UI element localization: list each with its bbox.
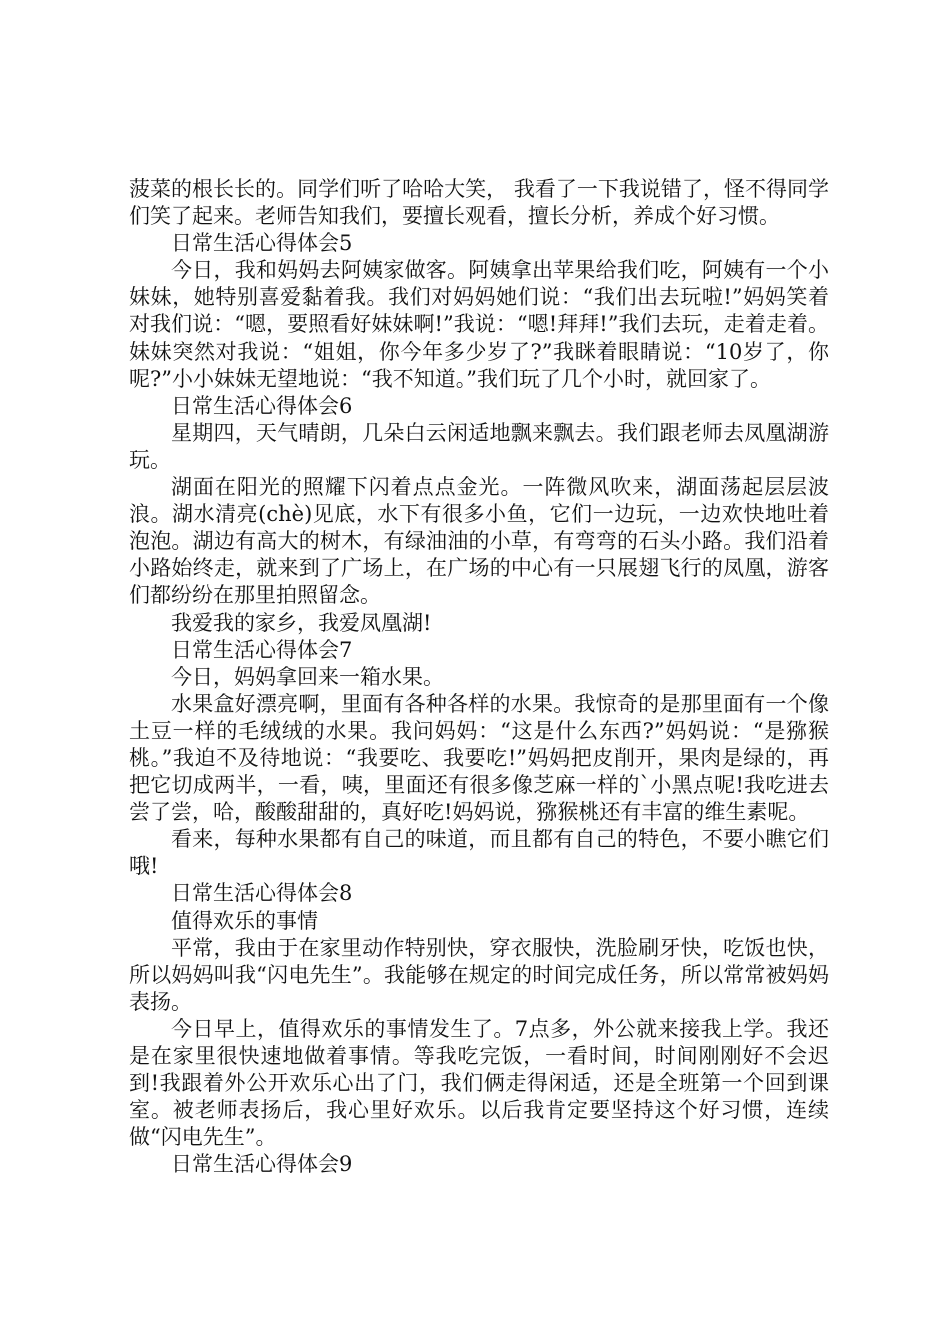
paragraph: 看来，每种水果都有自己的味道，而且都有自己的特色，不要小瞧它们哦! [129,827,829,879]
section-heading-5: 日常生活心得体会5 [171,231,353,256]
paragraph: 湖面在阳光的照耀下闪着点点金光。一阵微风吹来，湖面荡起层层波浪。湖水清亮(chè)见底，水下有很多小鱼，它们一边玩，一边欢快地吐着泡泡。湖边有高大的树木，有绿油油的小草，有弯弯的石头小路。我们沿着小路始终走，就来到了广场上，在广场的中心有一只展翅飞行的凤凰，游客们都纷纷在那里拍照留念。 [129,475,829,608]
paragraph: 我爱我的家乡，我爱凤凰湖! [171,610,432,635]
paragraph-continued: 菠菜的根长长的。同学们听了哈哈大笑， 我看了一下我说错了，怪不得同学们笑了起来。老师告知我们，要擅长观看，擅长分析，养成个好习惯。 [129,177,829,229]
section-heading-9: 日常生活心得体会9 [171,1152,353,1177]
paragraph: 今日，我和妈妈去阿姨家做客。阿姨拿出苹果给我们吃，阿姨有一个小妹妹，她特别喜爱黏着我。我们对妈妈她们说：“我们出去玩啦!”妈妈笑着对我们说：“嗯，要照看好妹妹啊!”我说：“嗯!拜拜!”我们去玩，走着走着。妹妹突然对我说：“姐姐，你今年多少岁了?”我眯着眼睛说：“10岁了，你呢?”小小妹妹无望地说：“我不知道。”我们玩了几个小时，就回家了。 [129,258,829,391]
paragraph-subtitle: 值得欢乐的事情 [171,908,318,933]
section-heading-7: 日常生活心得体会7 [171,637,353,662]
paragraph: 今日早上，值得欢乐的事情发生了。7点多，外公就来接我上学。我还是在家里很快速地做着事情。等我吃完饭，一看时间，时间刚刚好不会迟到!我跟着外公开欢乐心出了门，我们俩走得闲适，还是全班第一个回到课室。被老师表扬后，我心里好欢乐。以后我肯定要坚持这个好习惯，连续做“闪电先生”。 [129,1016,829,1150]
paragraph: 平常，我由于在家里动作特别快，穿衣服快，洗脸刷牙快，吃饭也快，所以妈妈叫我“闪电先生”。我能够在规定的时间完成任务，所以常常被妈妈表扬。 [129,935,829,1014]
paragraph: 今日，妈妈拿回来一箱水果。 [171,664,444,689]
paragraph: 星期四，天气晴朗，几朵白云闲适地飘来飘去。我们跟老师去凤凰湖游玩。 [129,420,829,472]
section-heading-8: 日常生活心得体会8 [171,881,353,906]
paragraph: 水果盒好漂亮啊，里面有各种各样的水果。我惊奇的是那里面有一个像土豆一样的毛绒绒的水果。我问妈妈：“这是什么东西?”妈妈说：“是猕猴桃。”我迫不及待地说：“我要吃、我要吃!”妈妈把皮削开，果肉是绿的，再把它切成两半，一看，咦，里面还有很多像芝麻一样的`小黑点呢!我吃进去尝了尝，哈，酸酸甜甜的，真好吃!妈妈说，猕猴桃还有丰富的维生素呢。 [129,691,829,825]
document-body [129,176,829,1178]
section-heading-6: 日常生活心得体会6 [171,393,353,418]
